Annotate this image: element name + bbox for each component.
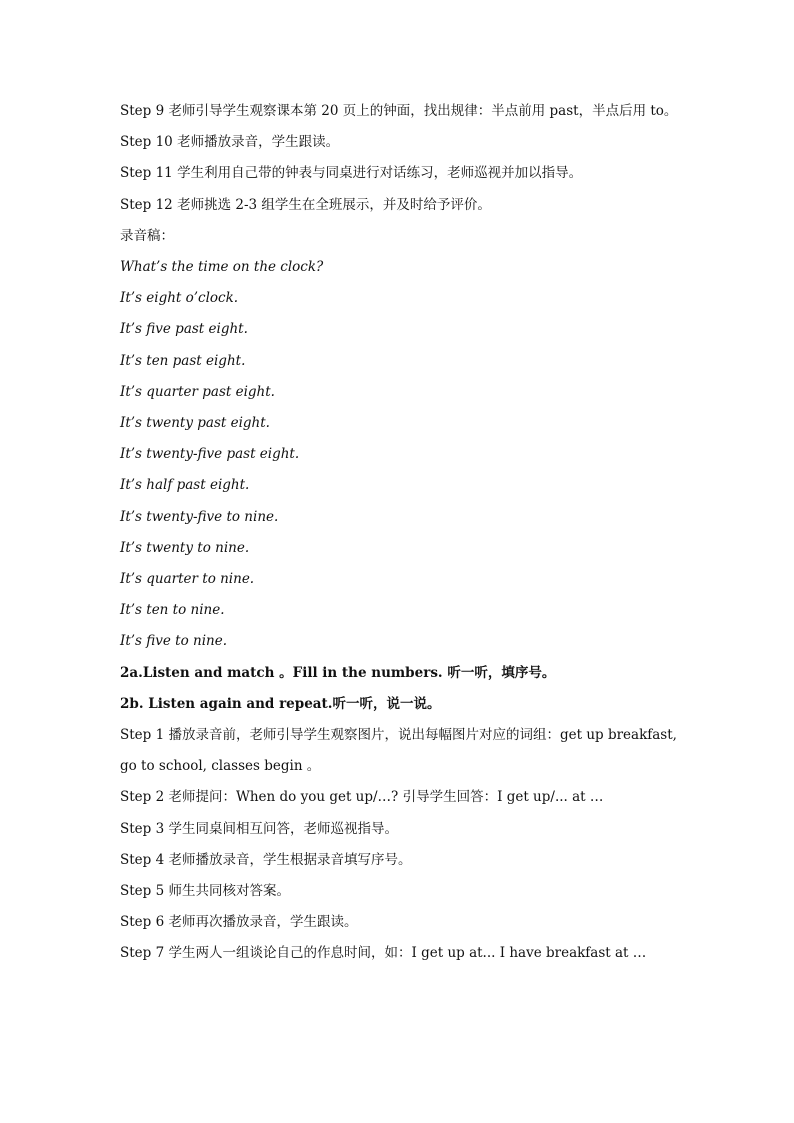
transcript-line: It’s quarter past eight. [120,383,275,400]
step-9: Step 9 老师引导学生观察课本第 20 页上的钟面，找出规律：半点前用 past，半点后用 to。 [120,103,678,119]
transcript-line: It’s twenty-five past eight. [120,446,300,463]
step-3: Step 3 学生同桌间相互问答，老师巡视指导。 [120,820,398,837]
transcript-line: It’s quarter to nine. [120,571,255,588]
transcript-label: 录音稿： [120,227,174,244]
lesson-content [120,96,680,970]
step-10: Step 10 老师播放录音，学生跟读。 [120,134,340,151]
transcript-line: What’s the time on the clock? [120,259,324,276]
heading-2a: 2a.Listen and match 。Fill in the numbers. 听一听，填序号。 [120,664,556,681]
transcript-line: It’s twenty-five to nine. [120,508,279,525]
step-5: Step 5 师生共同核对答案。 [120,883,290,900]
transcript-line: It’s five past eight. [120,321,248,338]
step-7: Step 7 学生两人一组谈论自己的作息时间，如：I get up at... I have breakfast at … [120,945,647,962]
step-6: Step 6 老师再次播放录音，学生跟读。 [120,914,358,931]
transcript-line: It’s twenty to nine. [120,539,250,556]
transcript-line: It’s ten past eight. [120,352,246,369]
step-1: Step 1 播放录音前，老师引导学生观察图片，说出每幅图片对应的词组：get up breakfast, go to school, classes begin 。 [120,727,677,775]
step-4: Step 4 老师播放录音，学生根据录音填写序号。 [120,851,412,868]
transcript-line: It’s twenty past eight. [120,415,270,432]
transcript-line: It’s five to nine. [120,633,228,650]
heading-2b: 2b. Listen again and repeat.听一听，说一说。 [120,695,441,712]
step-12: Step 12 老师挑选 2-3 组学生在全班展示，并及时给予评价。 [120,196,491,213]
transcript-line: It’s ten to nine. [120,602,225,619]
step-2: Step 2 老师提问：When do you get up/…? 引导学生回答：I get up/... at … [120,789,604,806]
transcript-line: It’s half past eight. [120,477,250,494]
step-11: Step 11 学生利用自己带的钟表与同桌进行对话练习，老师巡视并加以指导。 [120,165,583,182]
transcript-line: It’s eight o’clock. [120,290,239,307]
